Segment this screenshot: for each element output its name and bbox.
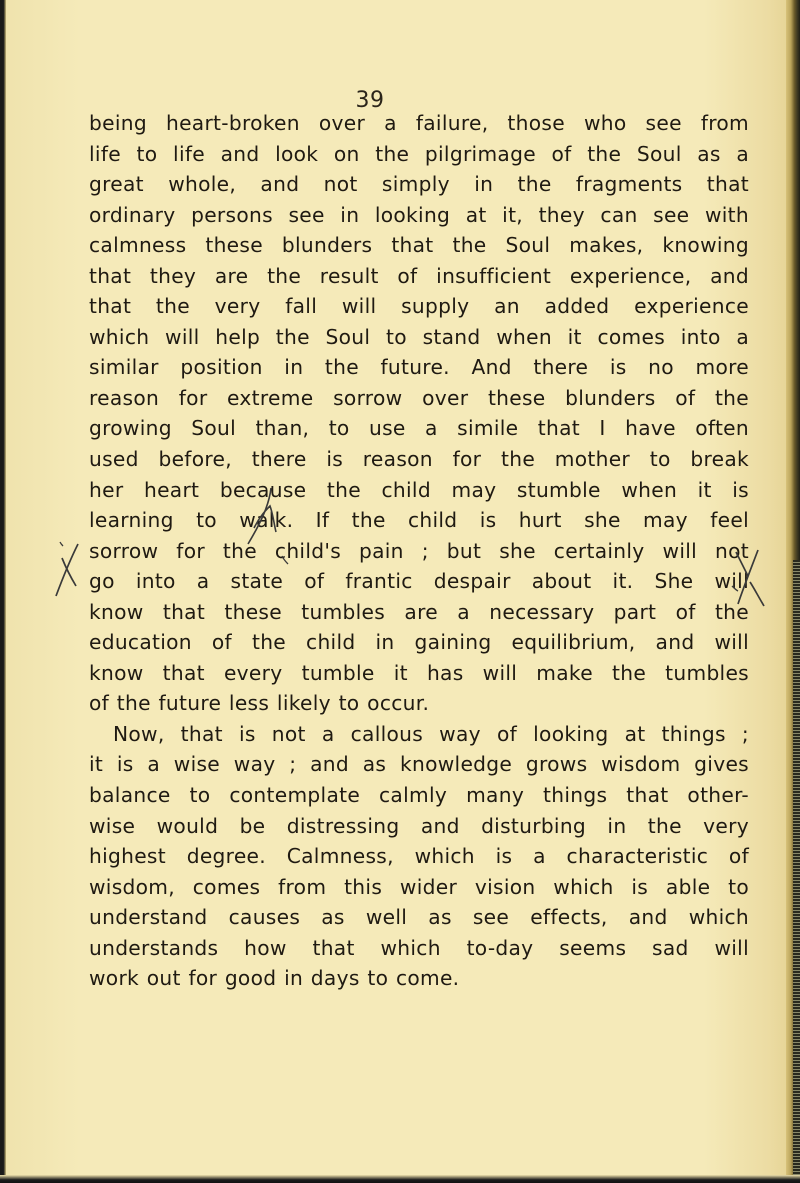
paragraph-2 (89, 719, 749, 994)
text-line: used before, there is reason for the mother to break (89, 447, 749, 472)
page-spine-shadow (0, 0, 6, 1183)
text-line: work out for good in days to come. (89, 966, 460, 991)
page-bottom-edge (0, 1175, 800, 1183)
page-number: 39 (355, 88, 385, 113)
text-line: ordinary persons see in looking at it, they can see with (89, 202, 749, 227)
text-line: go into a state of frantic despair about it. She will (89, 569, 749, 594)
text-line: life to life and look on the pilgrimage of the Soul as a (89, 141, 749, 166)
right-margin-x-mark (730, 546, 770, 610)
text-line: her heart because the child may stumble when it is (89, 477, 749, 502)
text-line: highest degree. Calmness, which is a characteristic of (89, 844, 749, 869)
text-line: wise would be distressing and disturbing in the very (89, 813, 749, 838)
text-line: similar position in the future. And there is no more (89, 355, 749, 380)
text-line: being heart-broken over a failure, those who see from (89, 111, 749, 135)
text-line: wisdom, comes from this wider vision which is able to (89, 874, 749, 899)
text-line: Now, that is not a callous way of looking at things ; (113, 721, 749, 746)
text-line: it is a wise way ; and as knowledge grows wisdom gives (89, 752, 749, 777)
text-line: know that these tumbles are a necessary part of the (89, 599, 749, 624)
text-line: growing Soul than, to use a simile that I have often (89, 416, 749, 441)
left-margin-x-mark (52, 540, 88, 600)
text-line: understand causes as well as see effects, and which (89, 905, 749, 930)
text-line: know that every tumble it has will make the tumbles (89, 660, 749, 685)
page-edge (786, 0, 800, 1183)
text-line: education of the child in gaining equilibrium, and will (89, 630, 749, 655)
text-line: sorrow for the child's pain ; but she certainly will not (89, 538, 749, 563)
text-line: that the very fall will supply an added experience (89, 294, 749, 319)
text-line: which will help the Soul to stand when it comes into a (89, 324, 749, 349)
text-line: that they are the result of insufficient experience, and (89, 263, 749, 288)
text-line: balance to contemplate calmly many things that other- (89, 783, 749, 808)
text-line: learning to walk. If the child is hurt she may feel (89, 508, 749, 533)
text-line: great whole, and not simply in the fragments that (89, 172, 749, 197)
text-line: reason for extreme sorrow over these blunders of the (89, 385, 749, 410)
body-text (89, 108, 749, 994)
text-line: calmness these blunders that the Soul makes, knowing (89, 233, 749, 258)
text-line: understands how that which to-day seems sad will (89, 935, 749, 960)
paragraph-1 (89, 108, 749, 719)
pencil-caret-mark (240, 486, 320, 566)
text-line: of the future less likely to occur. (89, 691, 430, 716)
